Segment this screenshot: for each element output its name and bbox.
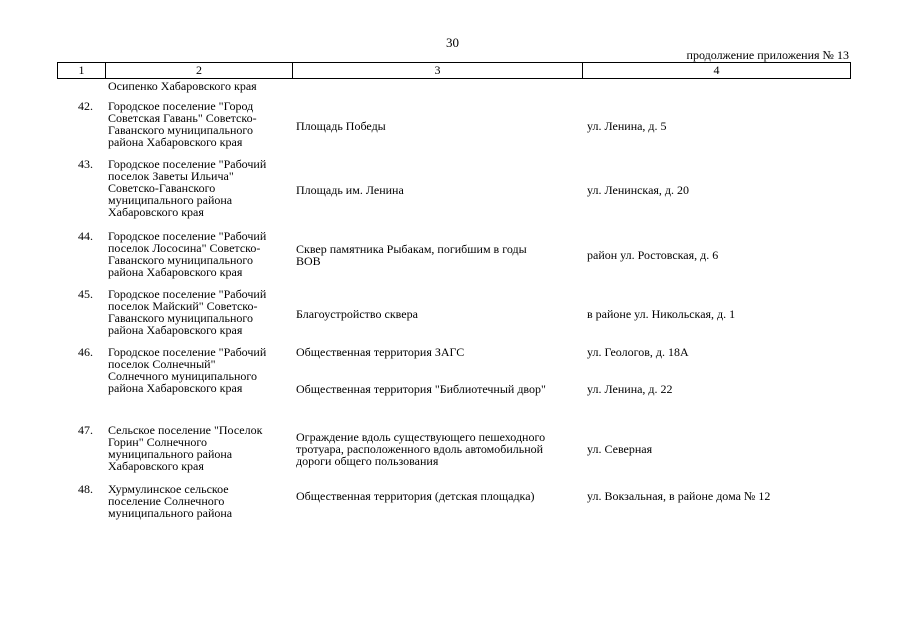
text-line: Гаванского муниципального [108, 123, 254, 137]
settlement-name [108, 100, 293, 148]
text-line: дороги общего пользования [296, 454, 439, 468]
text-line: Городское поселение "Рабочий [108, 229, 267, 243]
settlement-name [108, 483, 293, 519]
text-line: Площадь Победы [296, 119, 386, 133]
territory-address: ул. Геологов, д. 18А [587, 345, 689, 359]
text-line: муниципального района [108, 506, 233, 520]
column-header: 3 [293, 63, 583, 79]
text-line: Сельское поселение "Поселок [108, 423, 263, 437]
text-line: Советская Гавань" Советско- [108, 111, 257, 125]
text-line: Городское поселение "Город [108, 99, 254, 113]
text-line: Площадь им. Ленина [296, 183, 404, 197]
text-line: Хурмулинское сельское [108, 482, 229, 496]
text-line: района Хабаровского края [108, 323, 243, 337]
column-header: 1 [58, 63, 106, 79]
text-line: ВОВ [296, 254, 321, 268]
text-line: поселок Лососина" Советско- [108, 241, 261, 255]
text-line: муниципального района [108, 193, 233, 207]
page-number: 30 [446, 35, 459, 50]
territory-address: в районе ул. Никольская, д. 1 [587, 307, 736, 321]
row-number: 47. [78, 423, 93, 437]
row-number: 45. [78, 287, 93, 301]
territory-name [296, 431, 581, 467]
territory-address: ул. Вокзальная, в районе дома № 12 [587, 489, 771, 503]
territory-address: район ул. Ростовская, д. 6 [587, 248, 719, 262]
row-number: 42. [78, 99, 93, 113]
territory-address: ул. Ленина, д. 5 [587, 119, 667, 133]
text-line: поселок Солнечный" [108, 357, 216, 371]
text-line: Ограждение вдоль существующего пешеходного [296, 430, 546, 444]
text-line: Сквер памятника Рыбакам, погибшим в годы [296, 242, 527, 256]
row-number: 43. [78, 157, 93, 171]
territory-address: ул. Ленина, д. 22 [587, 382, 673, 396]
text-line: района Хабаровского края [108, 135, 243, 149]
text-line: Общественная территория (детская площадка) [296, 489, 535, 503]
row-number: 46. [78, 345, 93, 359]
territory-name [296, 243, 581, 267]
territory-name [296, 184, 581, 196]
territory-name [296, 490, 581, 502]
territory-name [296, 383, 581, 395]
text-line: Гаванского муниципального [108, 253, 254, 267]
row-number: 44. [78, 229, 93, 243]
column-header: 2 [106, 63, 293, 79]
settlement-name [108, 288, 293, 336]
text-line: Городское поселение "Рабочий [108, 345, 267, 359]
row-number: 48. [78, 482, 93, 496]
table-header [57, 62, 851, 79]
text-line: Солнечного муниципального [108, 369, 258, 383]
text-line: района Хабаровского края [108, 381, 243, 395]
territory-address: ул. Северная [587, 442, 653, 456]
territory-name [296, 346, 581, 358]
settlement-name [108, 424, 293, 472]
text-line: Общественная территория "Библиотечный двор" [296, 382, 546, 396]
settlement-name [108, 346, 293, 394]
text-line: Городское поселение "Рабочий [108, 287, 267, 301]
text-line: поселок Майский" Советско- [108, 299, 258, 313]
text-line: Хабаровского края [108, 459, 204, 473]
text-line: района Хабаровского края [108, 265, 243, 279]
text-line: Благоустройство сквера [296, 307, 418, 321]
text-line: Общественная территория ЗАГС [296, 345, 465, 359]
text-line: муниципального района [108, 447, 233, 461]
continuation-note: продолжение приложения № 13 [686, 48, 849, 62]
territory-name [296, 308, 581, 320]
text-line: поселение Солнечного [108, 494, 225, 508]
text-line: поселок Заветы Ильича" [108, 169, 234, 183]
column-header: 4 [583, 63, 851, 79]
text-line: тротуара, расположенного вдоль автомобильной [296, 442, 544, 456]
text-line: Советско-Гаванского [108, 181, 216, 195]
text-line: Городское поселение "Рабочий [108, 157, 267, 171]
text-line: Хабаровского края [108, 205, 204, 219]
text-line: Гаванского муниципального [108, 311, 254, 325]
carry-over-text: Осипенко Хабаровского края [108, 79, 257, 93]
settlement-name [108, 158, 293, 218]
settlement-name [108, 230, 293, 278]
territory-name [296, 120, 581, 132]
text-line: Горин" Солнечного [108, 435, 207, 449]
territory-address: ул. Ленинская, д. 20 [587, 183, 690, 197]
